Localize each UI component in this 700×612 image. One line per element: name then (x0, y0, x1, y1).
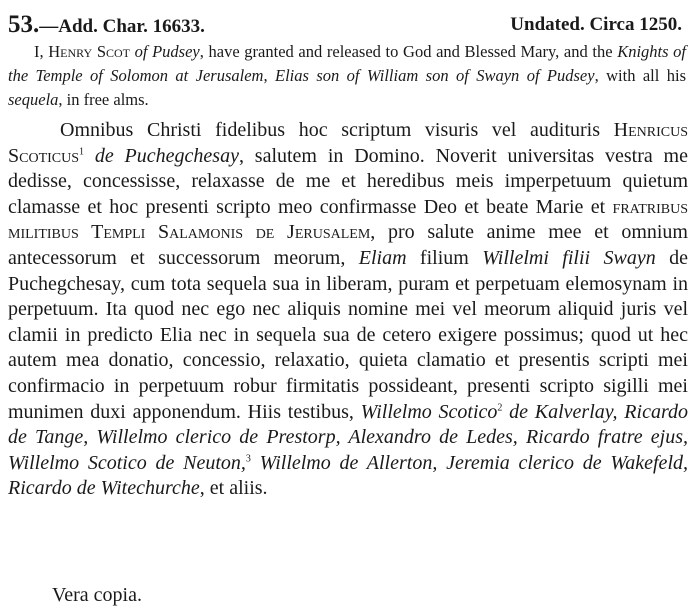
deed-elias: Eliam (358, 246, 407, 269)
summary-grantor-name: Henry Scot (48, 42, 130, 61)
footnote-marker: 2 (497, 401, 503, 413)
summary-sequela: sequela (8, 90, 59, 109)
summary-text: , with all his (594, 66, 686, 85)
summary-place: of Pudsey (130, 42, 200, 61)
footnote-marker: 1 (79, 145, 85, 157)
summary-text: I, (34, 42, 49, 61)
vera-copia: Vera copia. (52, 584, 142, 606)
footnote-marker: 3 (245, 453, 251, 465)
deed-text: filium (406, 246, 483, 269)
deed-text: Omnibus Christi fidelibus hoc scriptum visuris vel audituris (60, 119, 614, 141)
deed-templars: fratribus militibus Templi Salamonis de Jerusalem (8, 195, 688, 244)
deed-text: , pro salute anime mee et omnium antecessorum et successorum meorum, (8, 221, 688, 269)
charter-header (8, 10, 688, 40)
summary-elias: Elias son of William son of Swayn of Pudsey (275, 66, 595, 85)
latin-deed-text (8, 118, 688, 502)
deed-text: , salutem in Domino. Noverit universitas vestra me dedisse, concessisse, relaxasse de me et heredibus meis imperpetuum quietum clamasse et hoc presenti scripto meo confirmasse Deo et beate Marie et (8, 144, 688, 218)
summary-text: , in free alms. (58, 90, 149, 109)
deed-place: de Puchegchesay (84, 144, 239, 167)
charter-date: Undated. Circa 1250. (510, 14, 682, 35)
deed-grantor-name: Henricus Scoticus (8, 119, 688, 167)
deed-text: , et aliis. (199, 477, 268, 500)
deed-text: de Puchegchesay, cum tota sequela sua in liberam, puram et perpetuam elemosynam in perpetuum. Ita quod nec ego nec aliquis nomine mei vel meorum aliquid juris vel clamii in predicto Elia nec in sequela sua de cetero exigere possimus; quod ut hec autem mea donatio, concessio, relaxatio, quieta clamatio et presentis scripti mei confirmacio in perpetuum robur firmitatis possideant, presenti scripto sigilli mei munimen duxi apponendum. Hiis testibus, (8, 246, 688, 423)
deed-witness: Willelmo Scotico (360, 400, 498, 423)
summary-knights: Knights of the Temple of Solomon at Jerusalem (8, 42, 687, 85)
english-summary (8, 40, 686, 112)
deed-father: Willelmi filii Swayn (482, 246, 656, 269)
deed-witnesses: de Kalverlay, Ricardo de Tange, Willelmo clerico de Prestorp, Alexandro de Ledes, Ricardo fratre ejus, Willelmo Scotico de Neuton, (8, 400, 688, 474)
summary-text: , have granted and released to God and Blessed Mary, and the (199, 42, 618, 61)
charter-number: 53. (8, 11, 40, 38)
deed-witnesses: Willelmo de Allerton, Jeremia clerico de Wakefeld, Ricardo de Witechurche (8, 451, 688, 500)
summary-text: , (263, 66, 276, 85)
charter-reference: —Add. Char. 16633. (39, 16, 205, 37)
